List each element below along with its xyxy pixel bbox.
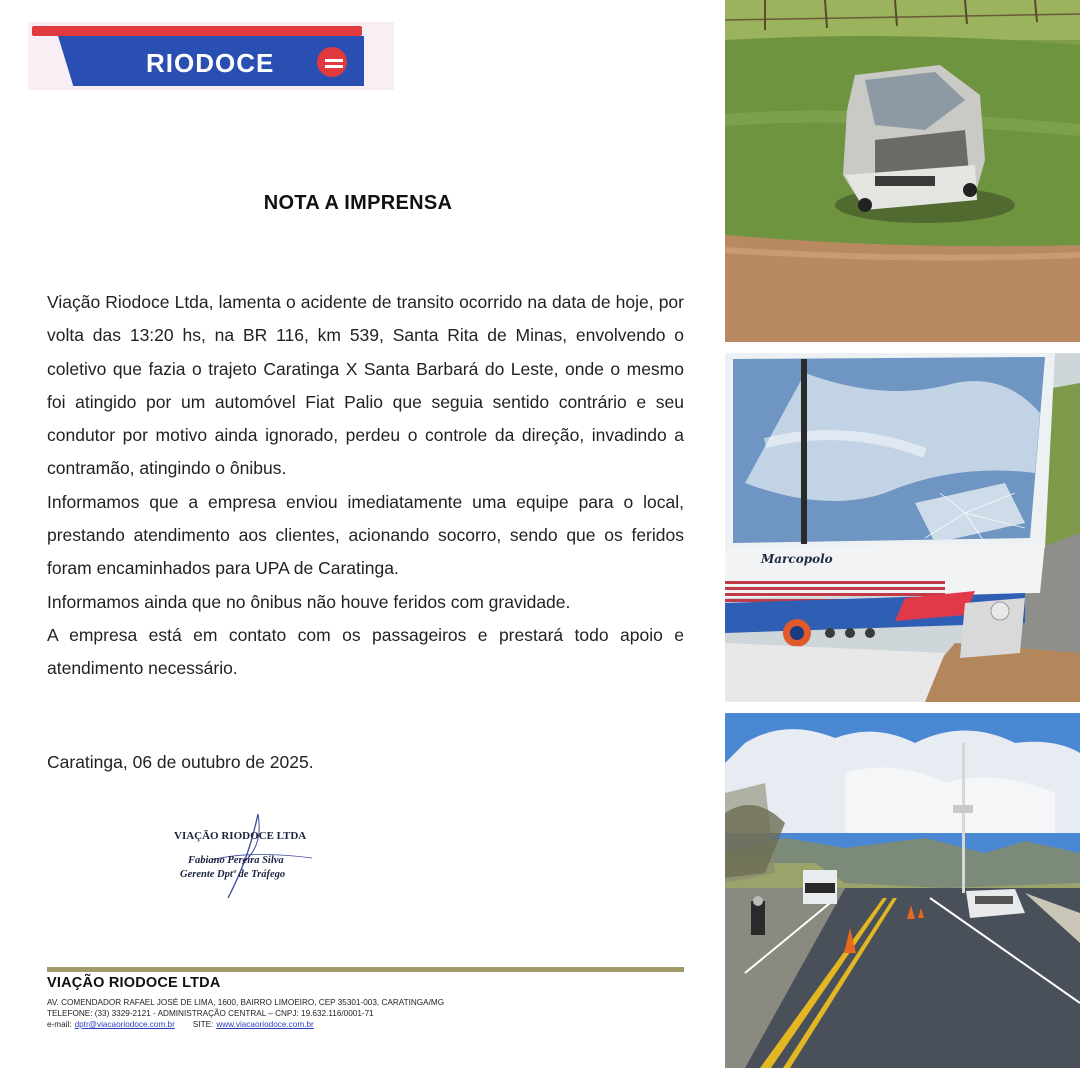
highway-image [725, 713, 1080, 1068]
paragraph-2: Informamos que a empresa enviou imediatamente uma equipe para o local, prestando atendimento aos clientes, acionando socorro, sendo que os feridos foram encaminhados para UPA de Caratinga. [47, 491, 684, 579]
paragraph-3: Informamos ainda que no ônibus não houve feridos com gravidade. [47, 591, 571, 612]
signature-role: Gerente Dptº de Tráfego [180, 869, 286, 880]
email-link[interactable]: dptr@viacaoriodoce.com.br [74, 1020, 175, 1029]
logo-red-stripe [32, 26, 362, 36]
footer-phone: TELEFONE: (33) 3329-2121 - ADMINISTRAÇÃO CENTRAL – CNPJ: 19.632.116/0001-71 [47, 1009, 374, 1018]
photo-damaged-bus [725, 353, 1080, 702]
footer-contacts [47, 1020, 314, 1029]
logo-circle-icon [317, 47, 347, 77]
site-link[interactable]: www.viacaoriodoce.com.br [216, 1020, 314, 1029]
logo-text: RIODOCE [146, 48, 275, 78]
signature-stamp [172, 812, 332, 902]
site-label: SITE: [192, 1020, 214, 1029]
damaged-bus-image [725, 353, 1080, 702]
photo-column [716, 0, 1080, 1068]
footer-rule [47, 967, 684, 972]
paragraph-1: Viação Riodoce Ltda, lamenta o acidente de transito ocorrido na data de hoje, por volta das 13:20 hs, na BR 116, km 539, Santa Rita de Minas, envolvendo o coletivo que fazia o trajeto Caratinga X Santa Barbará do Leste, onde o mesmo foi atingido por um automóvel Fiat Palio que seguia sentido contrário e seu condutor por motivo ainda ignorado, perdeu o controle da direção, invadindo a contramão, atingindo o ônibus. [47, 292, 684, 479]
paragraph-4: A empresa está em contato com os passageiros e prestará todo apoio e atendimento necessário. [47, 624, 684, 679]
bus-brand-label: Marcopolo [761, 552, 833, 566]
note-body [47, 286, 684, 686]
photo-wrecked-car [725, 0, 1080, 342]
wrecked-car-image [725, 0, 1080, 342]
riodoce-logo [28, 22, 394, 90]
signature-name: Fabiano Pereira Silva [188, 855, 284, 866]
photo-highway [725, 713, 1080, 1068]
footer-company: VIAÇÃO RIODOCE LTDA [47, 975, 221, 991]
dateline: Caratinga, 06 de outubro de 2025. [47, 752, 314, 772]
signature-company: VIAÇÃO RIODOCE LTDA [174, 830, 307, 842]
page-title: NOTA A IMPRENSA [263, 192, 453, 214]
email-label: e-mail: [47, 1020, 72, 1029]
footer-address: AV. COMENDADOR RAFAEL JOSÉ DE LIMA, 1600, BAIRRO LIMOEIRO, CEP 35301-003, CARATINGA/MG [47, 998, 445, 1007]
